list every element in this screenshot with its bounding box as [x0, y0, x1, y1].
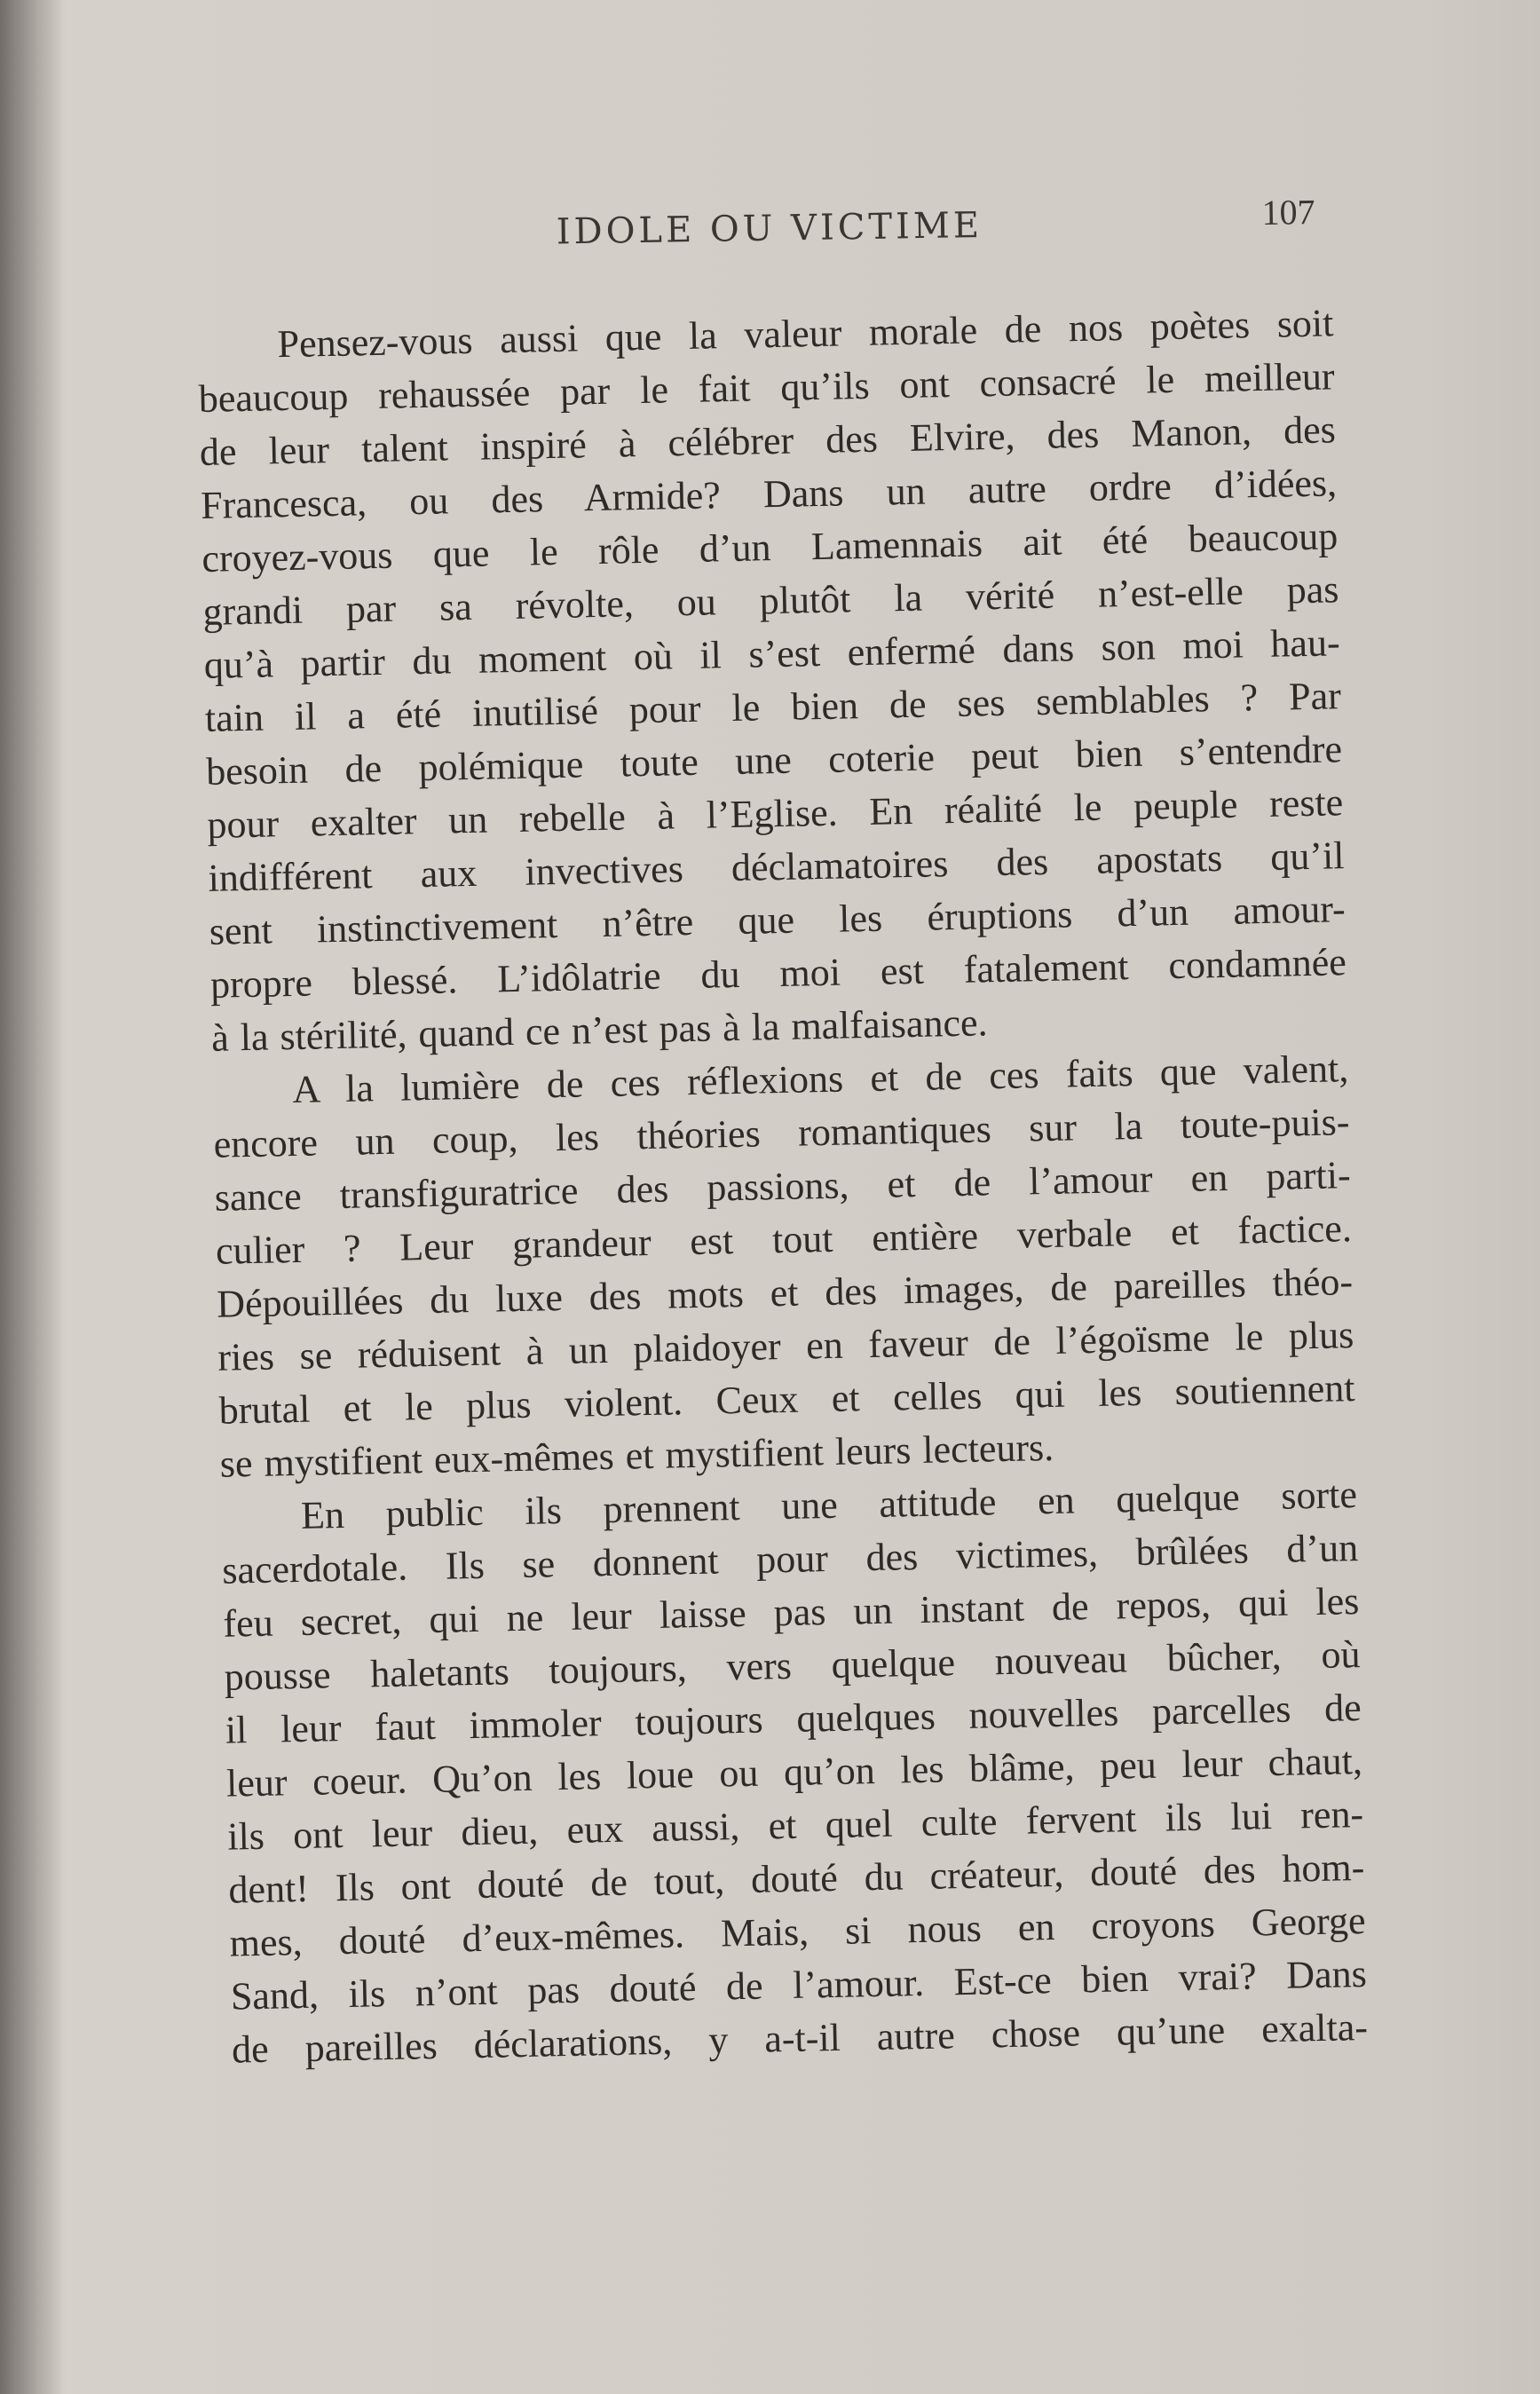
text-line: besoin de polémique toute une coterie peut bien s’entendre	[205, 727, 1343, 794]
text-line: tain il a été inutilisé pour le bien de ses semblables ? Par	[204, 674, 1342, 740]
text-line: propre blessé. L’idôlatrie du moi est fatalement condamnée	[209, 940, 1347, 1007]
text-line: Pensez-vous aussi que la valeur morale de nos poètes soit	[277, 301, 1334, 367]
body-text	[197, 296, 1368, 2076]
text-line: Dépouillées du luxe des mots et des images, de pareilles théo-	[216, 1260, 1354, 1326]
text-line: pousse haletants toujours, vers quelque nouveau bûcher, où	[224, 1632, 1361, 1699]
text-line: leur coeur. Qu’on les loue ou qu’on les blâme, peu leur chaut,	[225, 1738, 1363, 1805]
text-line: à la stérilité, quand ce n’est pas à la malfaisance.	[210, 1000, 988, 1060]
text-line: mes, douté d’eux-mêmes. Mais, si nous en croyons George	[229, 1898, 1366, 1965]
text-line: sacerdotale. Ils se donnent pour des victimes, brûlées d’un	[221, 1526, 1359, 1592]
text-line: de leur talent inspiré à célébrer des Elvire, des Manon, des	[199, 407, 1337, 474]
page-number: 107	[1261, 192, 1315, 233]
text-line: de pareilles déclarations, y a-t-il autre chose qu’une exalta-	[231, 2004, 1369, 2072]
text-line: pour exalter un rebelle à l’Eglise. En réalité le peuple reste	[206, 780, 1344, 847]
text-line: Francesca, ou des Armide? Dans un autre ordre d’idées,	[200, 461, 1338, 527]
text-line: beaucoup rehaussée par le fait qu’ils ont consacré le meilleur	[198, 354, 1336, 421]
running-title: IDOLE OU VICTIME	[556, 204, 983, 253]
gutter-shadow	[0, 0, 62, 2394]
text-line: feu secret, qui ne leur laisse pas un instant de repos, qui les	[223, 1579, 1360, 1646]
text-line: sent instinctivement n’être que les éruptions d’un amour-	[209, 887, 1347, 953]
text-line: il leur faut immoler toujours quelques nouvelles parcelles de	[225, 1685, 1362, 1752]
text-line: indifférent aux invectives déclamatoires des apostats qu’il	[208, 834, 1345, 900]
text-line: encore un coup, les théories romantiques sur la toute-puis-	[213, 1100, 1350, 1166]
text-line: qu’à partir du moment où il s’est enfermé dans son moi hau-	[203, 620, 1341, 687]
text-line: ries se réduisent à un plaidoyer en faveur de l’égoïsme le plus	[217, 1313, 1354, 1379]
page-header	[0, 178, 1537, 265]
text-line: croyez-vous que le rôle d’un Lamennais ait été beaucoup	[201, 514, 1339, 581]
text-line: se mystifient eux-mêmes et mystifient leurs lecteurs.	[219, 1425, 1054, 1486]
text-line: ils ont leur dieu, eux aussi, et quel culte fervent ils lui ren-	[226, 1791, 1364, 1859]
text-line: Sand, ils n’ont pas douté de l’amour. Est-ce bien vrai? Dans	[230, 1951, 1368, 2019]
text-line: En public ils prennent une attitude en quelque sorte	[300, 1473, 1358, 1537]
text-line: dent! Ils ont douté de tout, douté du créateur, douté des hom-	[228, 1845, 1365, 1912]
text-line: brutal et le plus violent. Ceux et celles qui les soutiennent	[218, 1366, 1355, 1433]
text-line: A la lumière de ces réflexions et de ces faits que valent,	[291, 1047, 1349, 1112]
text-line: sance transfiguratrice des passions, et de l’amour en parti-	[214, 1153, 1352, 1220]
text-line: grandi par sa révolte, ou plutôt la vérité n’est-elle pas	[202, 567, 1339, 634]
text-line: culier ? Leur grandeur est tout entière verbale et factice.	[215, 1206, 1353, 1273]
